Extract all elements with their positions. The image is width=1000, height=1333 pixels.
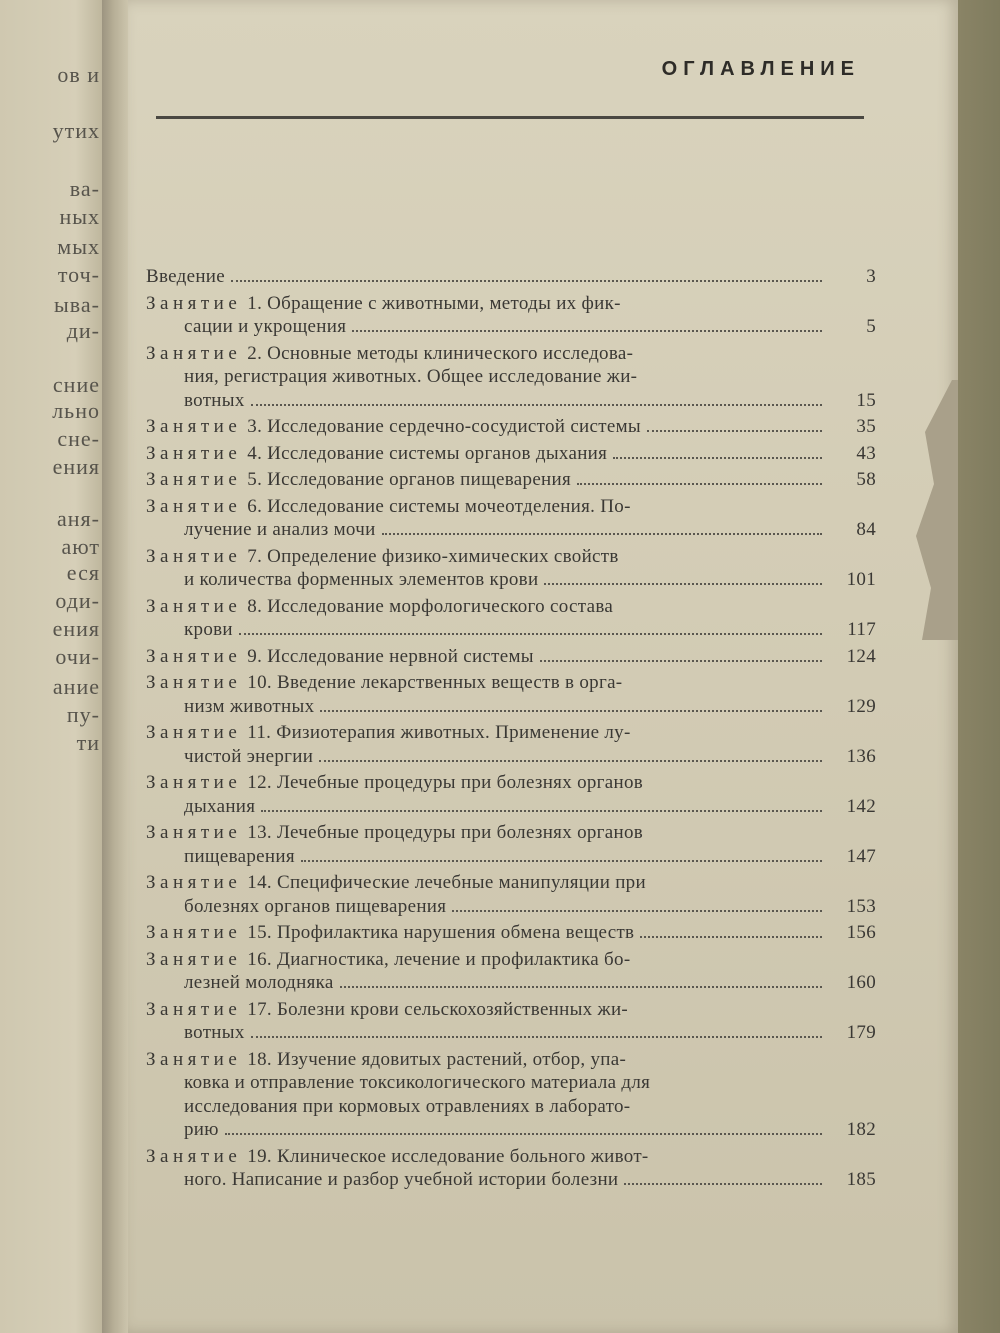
toc-entry-label: Занятие (146, 292, 242, 314)
leader-dots (251, 404, 822, 406)
toc-entry-text: пищеварения (184, 845, 295, 867)
toc-entry-text: ного. Написание и разбор учебной истории болезни (184, 1169, 619, 1190)
toc-entry-text: болезнях органов пищеварения (184, 895, 447, 917)
left-page-text-fragment: утих (52, 118, 100, 143)
left-page-text-fragment: аня- (57, 506, 100, 531)
leader-dots (225, 1133, 822, 1135)
title-rule (156, 116, 864, 119)
toc-entry-text: 14. Специфические лечебные манипуляции при (247, 872, 646, 893)
toc-entry (146, 1145, 876, 1192)
left-page-text-fragment: оди- (55, 588, 100, 613)
toc-page-number: 182 (846, 1119, 876, 1140)
toc-entry (146, 342, 876, 413)
toc-entry (146, 721, 876, 768)
toc-entry-text: 6. Исследование системы мочеотделения. По- (247, 495, 631, 517)
leader-dots (301, 860, 822, 862)
toc-entry-label: Занятие (146, 545, 242, 567)
toc-entry-text: вотных (184, 1022, 245, 1043)
toc-entry (146, 595, 876, 642)
toc-page-number: 136 (846, 745, 876, 767)
toc-entry (146, 495, 876, 542)
toc-entry-label: Занятие (146, 645, 242, 667)
toc-entry-label: Занятие (146, 595, 242, 617)
toc-entry-text: 9. Исследование нервной системы (247, 645, 534, 667)
leader-dots (352, 330, 822, 332)
toc-page-number: 5 (866, 316, 876, 337)
toc-entry-text: 13. Лечебные процедуры при болезнях органов (247, 822, 644, 843)
toc-entry (146, 265, 876, 289)
toc-entry-text: 16. Диагностика, лечение и профилактика бо- (247, 948, 631, 970)
leader-dots (544, 583, 822, 585)
toc-entry (146, 998, 876, 1045)
toc-entry-text: 11. Физиотерапия животных. Применение лу- (247, 722, 631, 743)
left-page-text-fragment: сне- (57, 426, 100, 451)
leader-dots (261, 810, 822, 812)
toc-entry (146, 771, 876, 818)
toc-page-number: 156 (846, 922, 876, 943)
leader-dots (340, 986, 822, 988)
toc-entry-text: исследования при кормовых отравлениях в лаборато- (184, 1095, 631, 1117)
toc-page-number: 3 (866, 266, 876, 287)
leader-dots (382, 533, 822, 535)
toc-entry-text: 17. Болезни крови сельскохозяйственных жи- (247, 998, 629, 1020)
toc-page-number: 124 (846, 645, 876, 667)
table-of-contents (146, 265, 876, 1195)
left-page-text-fragment: льно (52, 398, 100, 423)
toc-entry-text: 1. Обращение с животными, методы их фик- (247, 292, 621, 314)
leader-dots (251, 1036, 822, 1038)
toc-entry-text: 15. Профилактика нарушения обмена веществ (247, 922, 635, 943)
toc-entry-text: 7. Определение физико-химических свойств (247, 545, 619, 567)
toc-entry-text: 12. Лечебные процедуры при болезнях органов (247, 772, 644, 793)
toc-page-number: 101 (846, 569, 876, 590)
toc-entry-label: Занятие (146, 495, 242, 517)
left-page-text-fragment: ных (59, 204, 100, 229)
leader-dots (613, 457, 822, 459)
toc-entry (146, 821, 876, 868)
toc-page-number: 117 (847, 619, 876, 640)
leader-dots (239, 633, 822, 635)
left-page-text-fragment: еся (66, 560, 100, 585)
toc-page-number: 129 (846, 695, 876, 717)
toc-entry-text: лезней молодняка (184, 972, 334, 993)
toc-entry (146, 292, 876, 339)
toc-entry-label: Занятие (146, 722, 242, 743)
leader-dots (647, 430, 822, 432)
toc-page-number: 58 (856, 469, 876, 490)
toc-entry-text: 10. Введение лекарственных веществ в орга- (247, 672, 623, 693)
toc-entry-text: 3. Исследование сердечно-сосудистой системы (247, 416, 641, 437)
toc-page-number: 147 (846, 845, 876, 867)
toc-entry-text: чистой энергии (184, 745, 314, 767)
toc-entry-label: Занятие (146, 416, 242, 437)
toc-entry-text: дыхания (184, 795, 256, 817)
toc-entry (146, 921, 876, 945)
toc-page-number: 15 (856, 389, 876, 411)
toc-page-number: 43 (856, 442, 876, 464)
toc-entry (146, 671, 876, 718)
background-cloth (958, 0, 1000, 1333)
toc-entry (146, 645, 876, 669)
toc-entry-text: 2. Основные методы клинического исследова- (247, 342, 634, 364)
toc-entry-text: крови (184, 619, 233, 640)
toc-entry (146, 415, 876, 439)
toc-entry-label: Занятие (146, 772, 242, 793)
toc-entry (146, 1048, 876, 1142)
toc-page-number: 142 (846, 795, 876, 817)
toc-entry-label: Занятие (146, 872, 242, 893)
toc-entry-text: сации и укрощения (184, 316, 347, 337)
toc-page-number: 185 (846, 1169, 876, 1190)
left-page-text-fragment: мых (57, 234, 100, 259)
toc-entry-label: Занятие (146, 442, 242, 464)
toc-entry-text: ковка и отправление токсикологического материала для (184, 1072, 651, 1093)
toc-entry-text: вотных (184, 389, 245, 411)
left-page-text-fragment: пу- (66, 702, 100, 727)
toc-entry-text: 4. Исследование системы органов дыхания (247, 442, 608, 464)
toc-page-number: 153 (846, 895, 876, 917)
page-title: ОГЛАВЛЕНИЕ (661, 58, 860, 80)
toc-entry-label: Занятие (146, 948, 242, 970)
left-page-text-fragment: ти (76, 730, 100, 755)
leader-dots (577, 483, 822, 485)
left-page-text-fragment: ов и (57, 62, 100, 87)
toc-entry-text: и количества форменных элементов крови (184, 569, 539, 590)
toc-page-number: 179 (846, 1022, 876, 1043)
toc-entry-label: Занятие (146, 1048, 242, 1070)
toc-entry-label: Занятие (146, 922, 242, 943)
leader-dots (640, 936, 822, 938)
left-page-text-fragment: ва- (69, 176, 100, 201)
toc-entry-label: Занятие (146, 342, 242, 364)
left-page-text-fragment: ения (52, 454, 100, 479)
leader-dots (319, 760, 822, 762)
toc-entry (146, 871, 876, 918)
toc-entry-text: ния, регистрация животных. Общее исследование жи- (184, 366, 638, 387)
toc-entry-label: Занятие (146, 822, 242, 843)
toc-entry-text: лучение и анализ мочи (184, 519, 376, 540)
left-page-text-fragment: очи- (55, 644, 100, 669)
toc-page-number: 35 (856, 416, 876, 437)
left-page-text-fragment: сние (52, 372, 100, 397)
left-page-text-fragment: ыва- (54, 292, 100, 317)
left-facing-page (0, 0, 108, 1333)
leader-dots (320, 710, 822, 712)
toc-entry (146, 468, 876, 492)
left-page-text-fragment: ения (52, 616, 100, 641)
toc-entry-text: 18. Изучение ядовитых растений, отбор, упа- (247, 1048, 627, 1070)
leader-dots (231, 280, 822, 282)
left-page-text-fragment: ают (61, 534, 100, 559)
left-page-text-fragment: точ- (57, 262, 100, 287)
toc-entry-label: Занятие (146, 672, 242, 693)
toc-page-number: 84 (856, 519, 876, 540)
toc-entry (146, 948, 876, 995)
leader-dots (540, 660, 822, 662)
toc-entry-text: 5. Исследование органов пищеварения (247, 469, 572, 490)
toc-entry-text: рию (184, 1119, 219, 1140)
toc-entry (146, 545, 876, 592)
toc-entry-text: 8. Исследование морфологического состава (247, 595, 614, 617)
toc-page-number: 160 (846, 972, 876, 993)
toc-entry-text: Введение (146, 266, 225, 287)
leader-dots (624, 1183, 822, 1185)
left-page-text-fragment: ание (52, 674, 100, 699)
toc-entry-text: 19. Клиническое исследование больного живот- (247, 1145, 649, 1167)
toc-entry-label: Занятие (146, 1145, 242, 1167)
left-page-text-fragment: ди- (66, 318, 100, 343)
toc-entry (146, 442, 876, 466)
toc-entry-text: низм животных (184, 695, 315, 717)
toc-entry-label: Занятие (146, 469, 242, 490)
leader-dots (452, 910, 822, 912)
toc-entry-label: Занятие (146, 998, 242, 1020)
